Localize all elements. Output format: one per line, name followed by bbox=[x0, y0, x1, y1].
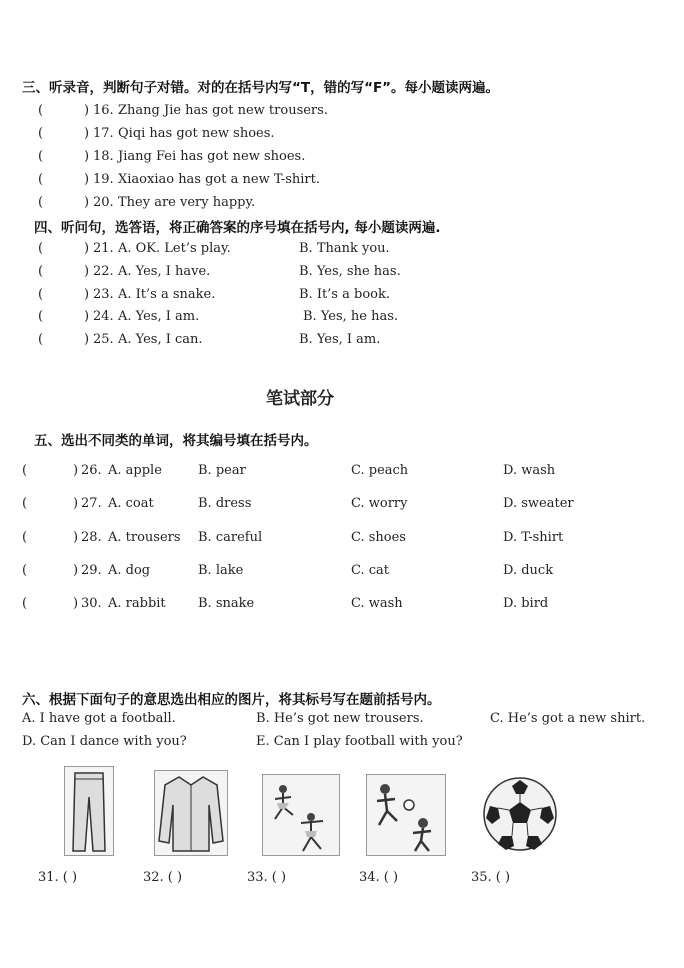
answer-paren-close: ) bbox=[73, 530, 79, 545]
dancers-picture bbox=[262, 774, 340, 856]
trousers-picture bbox=[64, 766, 114, 856]
item-number: 28. bbox=[81, 530, 102, 545]
true-false-item bbox=[38, 102, 638, 120]
option-a-text: A. It’s a snake. bbox=[118, 287, 216, 302]
answer-paren-open[interactable]: ( bbox=[22, 496, 28, 511]
answer-paren-close: ) bbox=[84, 103, 90, 118]
answer-34[interactable]: 34. ( ) bbox=[359, 870, 399, 885]
answer-paren-open[interactable]: ( bbox=[38, 264, 44, 279]
option-a-text: A. OK. Let’s play. bbox=[118, 241, 231, 256]
football-players-picture bbox=[366, 774, 446, 856]
true-false-item bbox=[38, 171, 638, 189]
answer-paren-close: ) bbox=[73, 563, 79, 578]
option-d-text: D. duck bbox=[503, 563, 554, 578]
item-sentence: Xiaoxiao has got a new T-shirt. bbox=[118, 172, 320, 187]
choice-item bbox=[38, 331, 638, 349]
answer-33[interactable]: 33. ( ) bbox=[247, 870, 287, 885]
choice-item bbox=[38, 263, 638, 281]
answer-32[interactable]: 32. ( ) bbox=[143, 870, 183, 885]
answer-paren-close: ) bbox=[84, 332, 90, 347]
answer-paren-close: ) bbox=[84, 149, 90, 164]
item-number: 23. bbox=[93, 287, 114, 302]
item-number: 24. bbox=[93, 309, 114, 324]
answer-paren-open[interactable]: ( bbox=[38, 172, 44, 187]
true-false-item bbox=[38, 194, 638, 212]
item-number: 30. bbox=[81, 596, 102, 611]
answer-paren-close: ) bbox=[84, 241, 90, 256]
option-b-text: B. Yes, he has. bbox=[303, 309, 399, 324]
option-a-text: A. trousers bbox=[108, 530, 181, 545]
section4-heading: 四、听问句，选答语，将正确答案的序号填在括号内, 每小题读两遍. bbox=[34, 220, 441, 236]
option-c-text: C. peach bbox=[351, 463, 409, 478]
choice-item bbox=[38, 308, 638, 326]
answer-paren-open[interactable]: ( bbox=[38, 332, 44, 347]
answer-paren-close: ) bbox=[84, 126, 90, 141]
option-e: E. Can I play football with you? bbox=[256, 734, 463, 749]
option-c: C. He’s got a new shirt. bbox=[490, 711, 646, 726]
option-a-text: A. rabbit bbox=[108, 596, 166, 611]
odd-one-out-item bbox=[22, 462, 662, 480]
option-b-text: B. pear bbox=[198, 463, 246, 478]
odd-one-out-item bbox=[22, 529, 662, 547]
option-b: B. He’s got new trousers. bbox=[256, 711, 424, 726]
option-c-text: C. cat bbox=[351, 563, 390, 578]
shirt-picture bbox=[154, 770, 228, 856]
answer-paren-open[interactable]: ( bbox=[38, 149, 44, 164]
item-sentence: Jiang Fei has got new shoes. bbox=[118, 149, 306, 164]
item-number: 22. bbox=[93, 264, 114, 279]
option-c-text: C. worry bbox=[351, 496, 408, 511]
answer-paren-close: ) bbox=[84, 195, 90, 210]
option-a-text: A. apple bbox=[108, 463, 162, 478]
section5-heading: 五、选出不同类的单词，将其编号填在括号内。 bbox=[34, 433, 318, 449]
choice-item bbox=[38, 240, 638, 258]
item-number: 29. bbox=[81, 563, 102, 578]
item-number: 19. bbox=[93, 172, 114, 187]
item-number: 16. bbox=[93, 103, 114, 118]
answer-paren-open[interactable]: ( bbox=[22, 530, 28, 545]
football-picture bbox=[482, 776, 558, 852]
item-number: 17. bbox=[93, 126, 114, 141]
option-d-text: D. sweater bbox=[503, 496, 574, 511]
item-number: 27. bbox=[81, 496, 102, 511]
answer-paren-close: ) bbox=[84, 264, 90, 279]
odd-one-out-item bbox=[22, 495, 662, 513]
answer-paren-close: ) bbox=[73, 496, 79, 511]
option-a-text: A. Yes, I can. bbox=[118, 332, 203, 347]
true-false-item bbox=[38, 125, 638, 143]
answer-paren-open[interactable]: ( bbox=[38, 287, 44, 302]
answer-paren-open[interactable]: ( bbox=[38, 103, 44, 118]
answer-35[interactable]: 35. ( ) bbox=[471, 870, 511, 885]
option-a-text: A. Yes, I am. bbox=[118, 309, 200, 324]
option-c-text: C. wash bbox=[351, 596, 403, 611]
section3-heading: 三、听录音，判断句子对错。对的在括号内写“T，错的写“F”。每小题读两遍。 bbox=[22, 80, 500, 96]
option-d-text: D. bird bbox=[503, 596, 549, 611]
written-part-title: 笔试部分 bbox=[266, 389, 334, 409]
option-a-text: A. Yes, I have. bbox=[118, 264, 211, 279]
item-sentence: Qiqi has got new shoes. bbox=[118, 126, 275, 141]
answer-paren-open[interactable]: ( bbox=[38, 309, 44, 324]
odd-one-out-item bbox=[22, 595, 662, 613]
option-b-text: B. Yes, she has. bbox=[299, 264, 401, 279]
item-number: 21. bbox=[93, 241, 114, 256]
option-a: A. I have got a football. bbox=[22, 711, 176, 726]
answer-paren-open[interactable]: ( bbox=[38, 126, 44, 141]
answer-31[interactable]: 31. ( ) bbox=[38, 870, 78, 885]
item-number: 25. bbox=[93, 332, 114, 347]
answer-paren-close: ) bbox=[84, 309, 90, 324]
item-number: 20. bbox=[93, 195, 114, 210]
option-b-text: B. dress bbox=[198, 496, 252, 511]
true-false-item bbox=[38, 148, 638, 166]
option-d-text: D. wash bbox=[503, 463, 556, 478]
answer-paren-close: ) bbox=[84, 172, 90, 187]
answer-paren-close: ) bbox=[84, 287, 90, 302]
section6-heading: 六、根据下面句子的意思选出相应的图片，将其标号写在题前括号内。 bbox=[22, 692, 441, 708]
option-b-text: B. Yes, I am. bbox=[299, 332, 381, 347]
answer-paren-open[interactable]: ( bbox=[22, 463, 28, 478]
option-b-text: B. snake bbox=[198, 596, 255, 611]
answer-paren-open[interactable]: ( bbox=[38, 241, 44, 256]
option-a-text: A. coat bbox=[108, 496, 154, 511]
answer-paren-open[interactable]: ( bbox=[38, 195, 44, 210]
item-number: 18. bbox=[93, 149, 114, 164]
option-b-text: B. lake bbox=[198, 563, 244, 578]
option-c-text: C. shoes bbox=[351, 530, 406, 545]
item-sentence: Zhang Jie has got new trousers. bbox=[118, 103, 328, 118]
answer-paren-close: ) bbox=[73, 463, 79, 478]
answer-paren-open[interactable]: ( bbox=[22, 563, 28, 578]
option-a-text: A. dog bbox=[108, 563, 151, 578]
choice-item bbox=[38, 286, 638, 304]
option-d: D. Can I dance with you? bbox=[22, 734, 187, 749]
item-number: 26. bbox=[81, 463, 102, 478]
option-b-text: B. It’s a book. bbox=[299, 287, 390, 302]
option-b-text: B. Thank you. bbox=[299, 241, 390, 256]
option-d-text: D. T-shirt bbox=[503, 530, 564, 545]
odd-one-out-item bbox=[22, 562, 662, 580]
answer-paren-close: ) bbox=[73, 596, 79, 611]
answer-paren-open[interactable]: ( bbox=[22, 596, 28, 611]
option-b-text: B. careful bbox=[198, 530, 263, 545]
item-sentence: They are very happy. bbox=[118, 195, 256, 210]
